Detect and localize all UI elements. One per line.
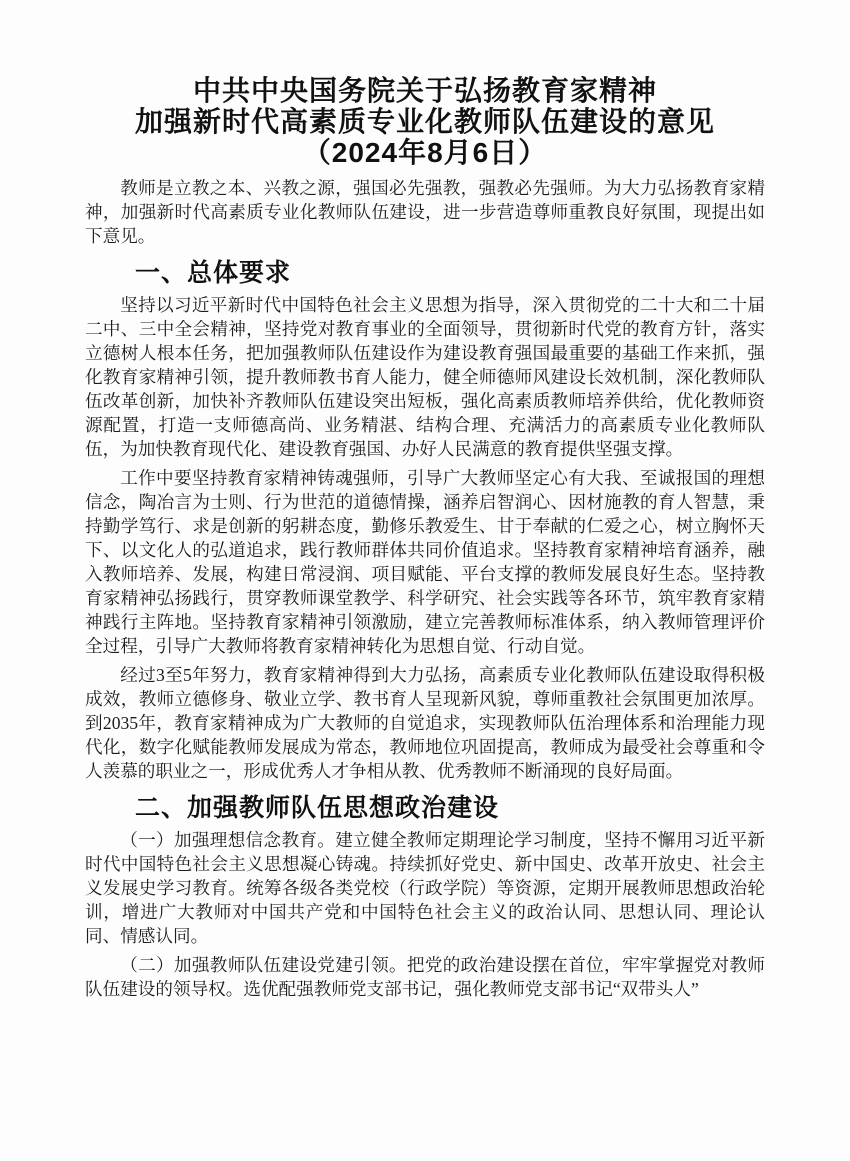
paragraph-party-building-guidance: （二）加强教师队伍建设党建引领。把党的政治建设摆在首位，牢牢掌握党对教师队伍建设的领导权。选优配强教师党支部书记，强化教师党支部书记“双带头人” xyxy=(85,955,765,999)
paragraph-development-goals: 经过3至5年努力，教育家精神得到大力弘扬，高素质专业化教师队伍建设取得积极成效，教师立德修身、敬业立学、教书育人呈现新风貌，尊师重教社会氛围更加浓厚。到2035年，教育家精神成为广大教师的自觉追求，实现教师队伍治理体系和治理能力现代化，数字化赋能教师发展成为常态，教师地位巩固提高，教师成为最受社会尊重和令人羡慕的职业之一，形成优秀人才争相从教、优秀教师不断涌现的良好局面。 xyxy=(85,665,765,781)
document-title xyxy=(85,75,765,168)
paragraph-intro: 教师是立教之本、兴教之源，强国必先强教，强教必先强师。为大力弘扬教育家精神，加强新时代高素质专业化教师队伍建设，进一步营造尊师重教良好氛围，现提出如下意见。 xyxy=(85,178,765,246)
section-heading-ideological-political-building: 二、加强教师队伍思想政治建设 xyxy=(135,794,500,822)
paragraph-ideal-belief-education: （一）加强理想信念教育。建立健全教师定期理论学习制度，坚持不懈用习近平新时代中国特色社会主义思想凝心铸魂。持续抓好党史、新中国史、改革开放史、社会主义发展史学习教育。统筹各级各类党校（行政学院）等资源，定期开展教师思想政治轮训，增进广大教师对中国共产党和中国特色社会主义的政治认同、思想认同、理论认同、情感认同。 xyxy=(85,830,765,946)
section-heading-overall-requirements: 一、总体要求 xyxy=(135,259,292,287)
paragraph-guiding-ideology: 坚持以习近平新时代中国特色社会主义思想为指导，深入贯彻党的二十大和二十届二中、三中全会精神，坚持党对教育事业的全面领导，贯彻新时代党的教育方针，落实立德树人根本任务，把加强教师队伍建设作为建设教育强国最重要的基础工作来抓，强化教育家精神引领，提升教师教书育人能力，健全师德师风建设长效机制，深化教师队伍改革创新，加快补齐教师队伍建设突出短板，强化高素质教师培养供给，优化教师资源配置，打造一支师德高尚、业务精湛、结构合理、充满活力的高素质专业化教师队伍，为加快教育现代化、建设教育强国、办好人民满意的教育提供坚强支撑。 xyxy=(85,295,765,459)
title-date-line: （2024年8月6日） xyxy=(302,137,548,168)
title-line-1: 中共中央国务院关于弘扬教育家精神 xyxy=(192,75,657,106)
paragraph-work-principles: 工作中要坚持教育家精神铸魂强师，引导广大教师坚定心有大我、至诚报国的理想信念，陶冶言为士则、行为世范的道德情操，涵养启智润心、因材施教的育人智慧，秉持勤学笃行、求是创新的躬耕态度，勤修乐教爱生、甘于奉献的仁爱之心，树立胸怀天下、以文化人的弘道追求，践行教师群体共同价值追求。坚持教育家精神培育涵养，融入教师培养、发展，构建日常浸润、项目赋能、平台支撑的教师发展良好生态。坚持教育家精神弘扬践行，贯穿教师课堂教学、科学研究、社会实践等各环节，筑牢教育家精神践行主阵地。坚持教育家精神引领激励，建立完善教师标准体系，纳入教师管理评价全过程，引导广大教师将教育家精神转化为思想自觉、行动自觉。 xyxy=(85,468,765,656)
title-line-2: 加强新时代高素质专业化教师队伍建设的意见 xyxy=(134,106,715,137)
